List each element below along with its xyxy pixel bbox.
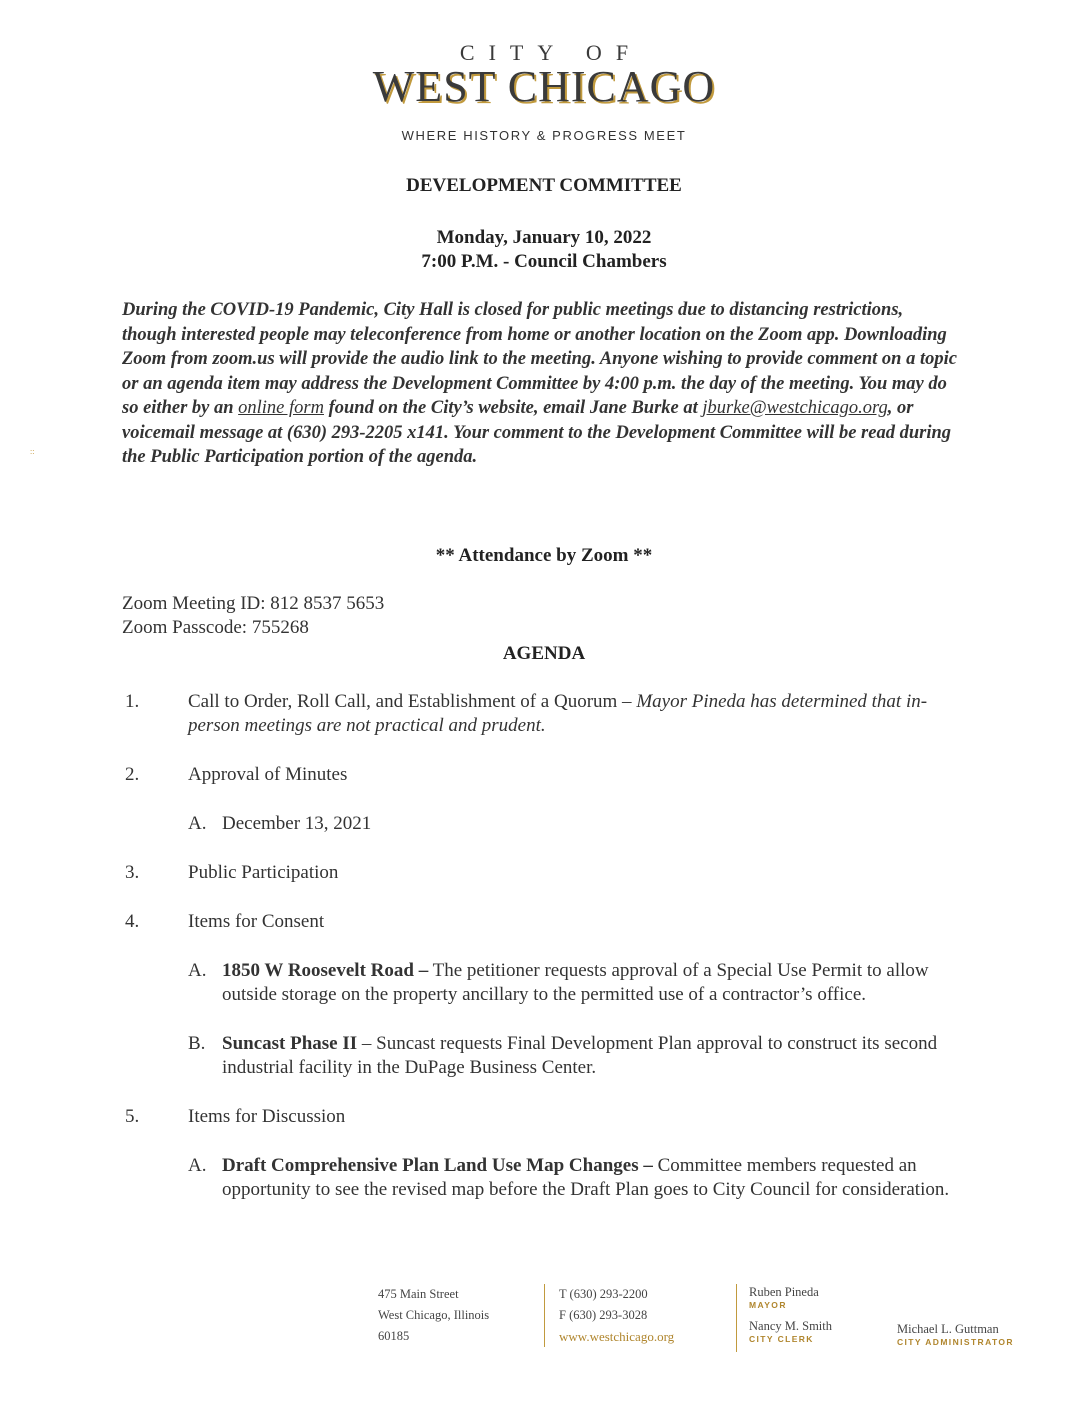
city-logo xyxy=(0,40,1088,110)
scan-mark: :: xyxy=(30,447,35,456)
item-title: Items for Consent xyxy=(188,911,325,932)
item-title-text: Call to Order, Roll Call, and Establishment of a Quorum – xyxy=(188,691,632,712)
address-line-3: 60185 xyxy=(378,1329,410,1343)
subitem-letter: B. xyxy=(188,1033,206,1054)
subitem-bold-title: 1850 W Roosevelt Road – xyxy=(222,960,429,981)
website-link[interactable]: www.westchicago.org xyxy=(559,1329,675,1344)
notice-text-2: found on the City’s website, email Jane Burke at xyxy=(328,398,698,418)
tagline: WHERE HISTORY & PROGRESS MEET xyxy=(401,128,687,143)
agenda-title: AGENDA xyxy=(502,643,586,664)
logo-city-of: CITY OF xyxy=(459,40,643,65)
item-title xyxy=(188,691,927,736)
admin-role: CITY ADMINISTRATOR xyxy=(897,1337,1014,1347)
item-number: 5. xyxy=(125,1106,140,1127)
notice-text-1: During the COVID-19 Pandemic, City Hall is closed for public meetings due to distancing restrictions, though interested people may teleconference from home or another location on the Zoom app. Downloading Zoom from zoom.us will provide the audio link to the meeting. Anyone wishing to provide comment on a topic or an agenda item may address the Development Committee by 4:00 p.m. the day of the meeting. You may do so either by an xyxy=(122,300,957,418)
email-link[interactable]: jburke@westchicago.org xyxy=(702,398,888,418)
subitem-letter: A. xyxy=(188,960,207,981)
footer-address xyxy=(378,1284,489,1347)
clerk-name: Nancy M. Smith xyxy=(749,1319,832,1333)
item-number: 2. xyxy=(125,764,140,785)
fax-number: F (630) 293-3028 xyxy=(559,1308,648,1322)
subitem-bold-title: Draft Comprehensive Plan Land Use Map Changes – xyxy=(222,1155,653,1176)
phone-number: T (630) 293-2200 xyxy=(559,1287,648,1301)
agenda-item-5 xyxy=(122,1105,962,1129)
footer-officials xyxy=(736,1284,832,1352)
subitem-text: The petitioner requests approval of a Special Use Permit to allow outside storage on the property ancillary to the permitted use of a contractor’s office. xyxy=(222,960,929,1005)
address-line-1: 475 Main Street xyxy=(378,1287,459,1301)
item-title: Items for Discussion xyxy=(188,1106,346,1127)
agenda-subitem-2a xyxy=(122,812,962,836)
meeting-time-place: 7:00 P.M. - Council Chambers xyxy=(421,251,667,272)
subitem-text: December 13, 2021 xyxy=(222,813,372,834)
agenda-item-2 xyxy=(122,763,962,787)
zoom-details xyxy=(122,592,384,640)
clerk-role: CITY CLERK xyxy=(749,1334,814,1344)
agenda-subitem-5a xyxy=(122,1154,962,1202)
admin-name: Michael L. Guttman xyxy=(897,1322,999,1336)
agenda-list xyxy=(122,690,962,1227)
online-form-link[interactable]: online form xyxy=(238,398,324,418)
covid-notice xyxy=(122,298,962,470)
agenda-subitem-4b xyxy=(122,1032,962,1080)
committee-title: DEVELOPMENT COMMITTEE xyxy=(406,175,682,196)
attendance-heading: ** Attendance by Zoom ** xyxy=(435,545,653,566)
item-note: Mayor Pineda has determined that in-person meetings are not practical and prudent. xyxy=(188,691,928,736)
notice-text-3: , or voicemail message at (630) 293-2205 x141. Your comment to the Development Committee will be read during the Public Participation portion of the agenda. xyxy=(122,398,952,467)
logo-city-name: WEST CHICAGO xyxy=(372,62,716,111)
subitem-text: – Suncast requests Final Development Plan approval to construct its second industrial facility in the DuPage Business Center. xyxy=(222,1033,938,1078)
agenda-item-4 xyxy=(122,910,962,934)
item-number: 3. xyxy=(125,862,140,883)
agenda-item-3 xyxy=(122,861,962,885)
mayor-name: Ruben Pineda xyxy=(749,1285,819,1299)
zoom-passcode: Zoom Passcode: 755268 xyxy=(122,617,309,638)
item-title: Public Participation xyxy=(188,862,339,883)
subitem-letter: A. xyxy=(188,813,207,834)
subitem-bold-title: Suncast Phase II xyxy=(222,1033,358,1054)
item-number: 1. xyxy=(125,691,140,712)
footer-contact xyxy=(544,1284,674,1347)
agenda-subitem-4a xyxy=(122,959,962,1007)
agenda-item-1 xyxy=(122,690,962,738)
address-line-2: West Chicago, Illinois xyxy=(378,1308,490,1322)
mayor-role: MAYOR xyxy=(749,1300,787,1310)
meeting-date: Monday, January 10, 2022 xyxy=(436,227,652,248)
subitem-text: Committee members requested an opportunity to see the revised map before the Draft Plan goes to City Council for consideration. xyxy=(222,1155,950,1200)
zoom-meeting-id: Zoom Meeting ID: 812 8537 5653 xyxy=(122,593,385,614)
item-number: 4. xyxy=(125,911,140,932)
footer-administrator xyxy=(897,1321,1014,1347)
subitem-letter: A. xyxy=(188,1155,207,1176)
item-title: Approval of Minutes xyxy=(188,764,348,785)
